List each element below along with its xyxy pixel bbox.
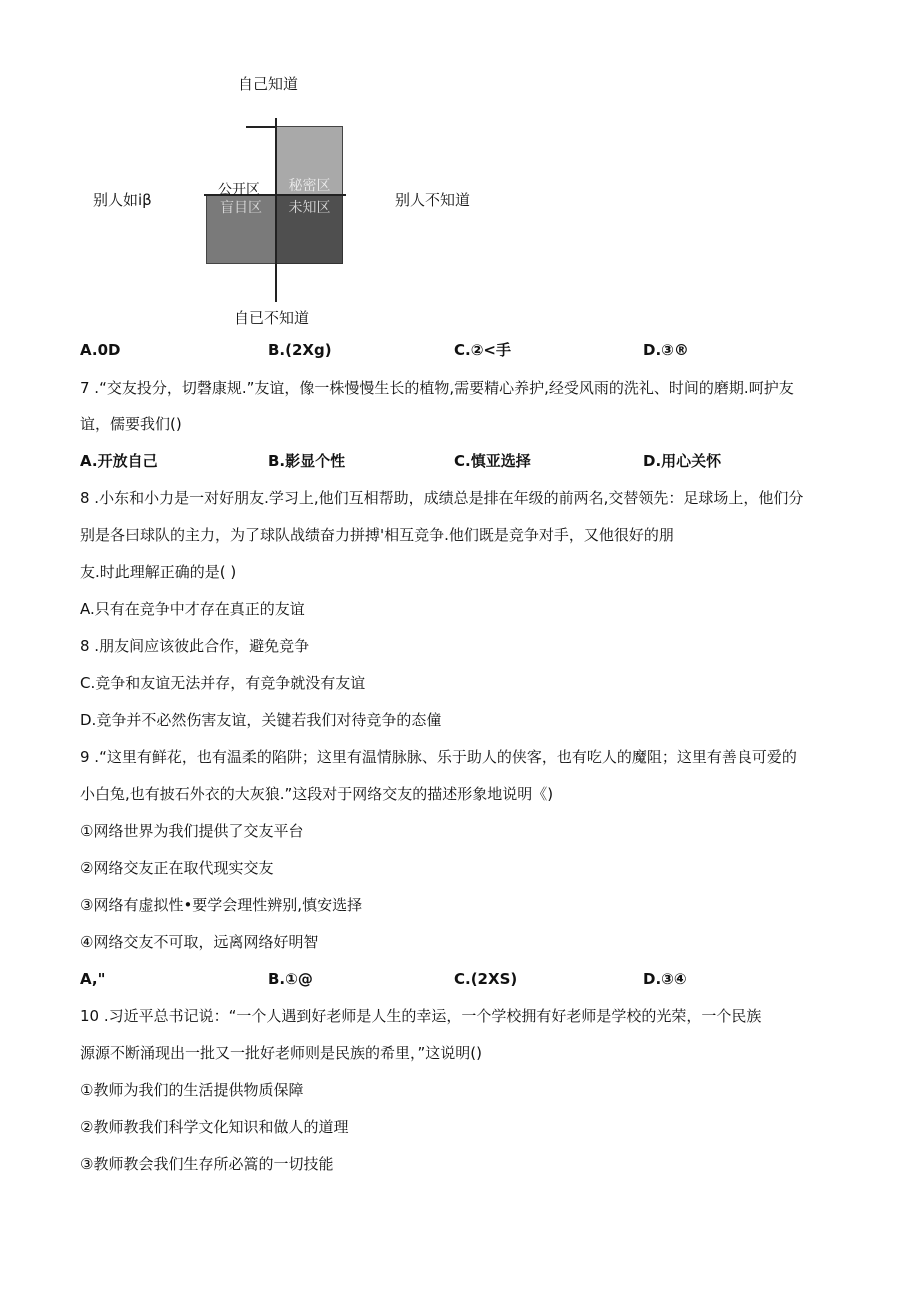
q9-stem-line1: 9 .“这里有鲜花，也有温柔的陷阱；这里有温情脉脉、乐于助人的侠客，也有吃人的魔阻；这里有善良可爱的: [80, 748, 797, 766]
q6-option-a: A.0D: [80, 341, 121, 359]
q8-stem-line3: 友.时此理解正确的是( ): [80, 563, 237, 581]
quadrant-secret: [276, 126, 343, 198]
q9-item-2: ②网络交友正在取代现实交友: [80, 859, 274, 877]
diagram-left-label: 别人如iβ: [93, 191, 152, 209]
quadrant-blind-label: 盲目区: [220, 200, 262, 216]
q10-stem-line2: 源源不断涌现出一批又一批好老师则是民族的希里，”这说明(): [80, 1044, 482, 1062]
q9-option-d: D.③④: [643, 970, 687, 988]
q8-stem-line2: 别是各曰球队的主力，为了球队战绩奋力拼搏'相互竞争.他们既是竞争对手，又他很好的朋: [80, 526, 674, 544]
q10-item-1: ①教师为我们的生活提供物质保障: [80, 1081, 304, 1099]
quadrant-open-label: 公开区: [218, 182, 260, 198]
q10-item-2: ②教师教我们科学文化知识和做人的道理: [80, 1118, 349, 1136]
q7-option-c: C.慎亚选择: [454, 452, 531, 470]
q6-option-b: B.(2Xg): [268, 341, 332, 359]
vertical-axis: [275, 118, 277, 302]
q10-item-3: ③教师教会我们生存所必篙的一切技能: [80, 1155, 334, 1173]
q9-option-b: B.①@: [268, 970, 313, 988]
q9-option-c: C.(2XS): [454, 970, 518, 988]
q7-stem-line1: 7 .“交友投分，切磬康规.”友谊，像一株慢慢生长的植物,需要精心养护,经受风雨的洗礼、时间的磨期.呵护友: [80, 379, 794, 397]
q6-option-d: D.③®: [643, 341, 689, 359]
q8-option-b: 8 .朋友间应该彼此合作，避免竞争: [80, 637, 310, 655]
q8-option-d: D.竞争并不必然伤害友谊，关键若我们对待竞争的态僮: [80, 711, 442, 729]
diagram-bottom-label: 自已不知道: [234, 309, 310, 327]
q9-item-1: ①网络世界为我们提供了交友平台: [80, 822, 304, 840]
q8-option-c: C.竞争和友谊无法并存，有竞争就没有友谊: [80, 674, 366, 692]
q9-option-a: A,": [80, 970, 106, 988]
q10-stem-line1: 10 .习近平总书记说：“一个人遇到好老师是人生的幸运，一个学校拥有好老师是学校的光荣，一个民族: [80, 1007, 762, 1025]
quadrant-unknown-label: 未知区: [288, 200, 331, 216]
q9-item-3: ③网络有虚拟性•要学会理性辨别,慎安选择: [80, 896, 363, 914]
q6-option-c: C.②<手: [454, 341, 511, 359]
horizontal-axis: [246, 126, 276, 128]
q8-stem-line1: 8 .小东和小力是一对好朋友.学习上,他们互相帮助，成绩总是排在年级的前两名,交替领先：足球场上，他们分: [80, 489, 804, 507]
q8-option-a: A.只有在竞争中才存在真正的友谊: [80, 600, 305, 618]
johari-diagram: [200, 118, 350, 306]
diagram-top-label: 自己知道: [238, 75, 299, 93]
quadrant-secret-label: 秘密区: [288, 178, 331, 194]
q7-option-b: B.影显个性: [268, 452, 346, 470]
quadrant-unknown: [276, 194, 343, 264]
diagram-right-label: 别人不知道: [395, 191, 471, 209]
q9-item-4: ④网络交友不可取，远离网络好明智: [80, 933, 319, 951]
quadrant-blind: [206, 194, 276, 264]
q7-stem-line2: 谊，儒要我们(): [80, 415, 182, 433]
q9-stem-line2: 小白兔,也有披石外衣的大灰狼.”这段对于网络交友的描述形象地说明《): [80, 785, 554, 803]
q7-option-d: D.用心关怀: [643, 452, 722, 470]
q7-option-a: A.开放自己: [80, 452, 158, 470]
